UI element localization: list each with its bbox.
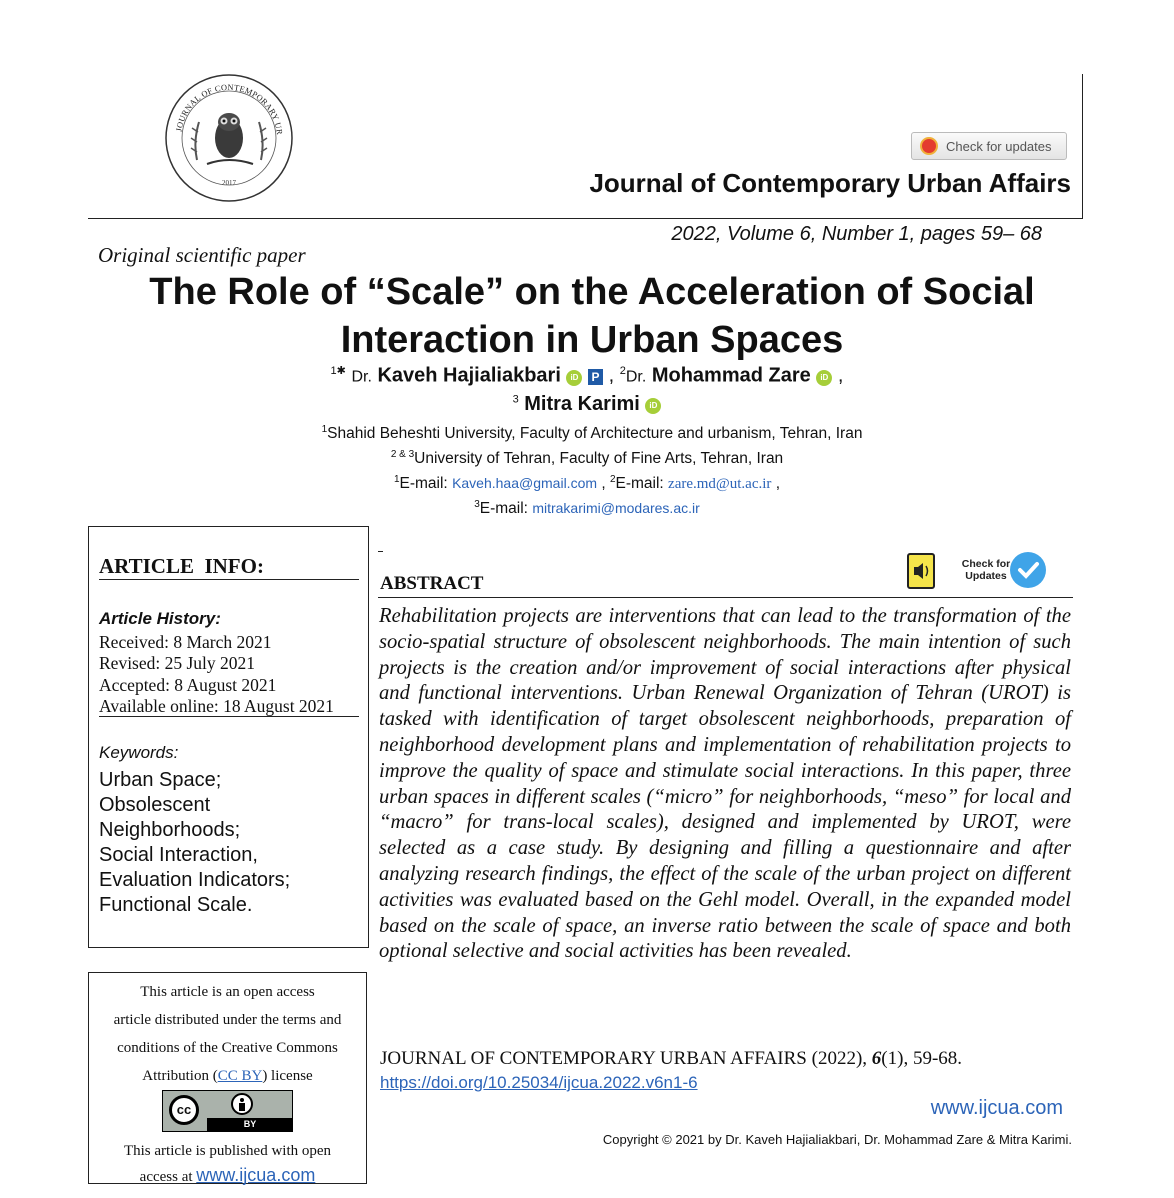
email-link[interactable]: zare.md@ut.ac.ir <box>668 475 772 492</box>
cc-icon: cc <box>169 1095 199 1125</box>
history-rule <box>99 716 359 717</box>
email-link[interactable]: Kaveh.haa@gmail.com <box>452 474 598 491</box>
by-label: BY <box>207 1118 293 1131</box>
journal-name: Journal of Contemporary Urban Affairs <box>589 168 1071 198</box>
logo-ring-text: JOURNAL OF CONTEMPORARY UR <box>174 82 284 136</box>
author-name: Kaveh Hajialiakbari <box>377 364 561 387</box>
crossmark-icon <box>920 137 938 155</box>
affiliations: $^1$Shahid Beheshti University, Faculty of Architecture and urbanism, Tehran, Iran $^{2 \& 3}$University of Tehran, Faculty of Fine Arts, Tehran, Iran $^1$E-mail: Kaveh.haa@gmail.com , $^2$E-mail: zare.md@ut.ac.ir , $^3$E-mail: mitrakarimi@modares.ac.ir <box>321 424 863 517</box>
website-link[interactable]: www.ijcua.com <box>930 1097 1063 1119</box>
abstract-top-rule <box>378 551 383 552</box>
checkmark-icon <box>1010 552 1046 588</box>
author-name: Mitra Karimi <box>524 393 640 415</box>
check-updates-button[interactable]: Check for updates <box>911 132 1067 160</box>
keyword: Social Interaction, <box>99 844 258 866</box>
keywords-heading: Keywords: <box>99 743 179 762</box>
title-line-1: The Role of “Scale” on the Acceleration of Social <box>149 271 1035 313</box>
article-info-box <box>88 526 369 948</box>
audio-icon[interactable] <box>907 553 935 589</box>
authors-line-1: $^{1✱}$ Dr. Kaveh Hajialiakbari iD P , $^2$Dr. Mohammad Zare iD , <box>330 364 844 387</box>
orcid-icon[interactable]: iD <box>566 370 582 386</box>
affiliation-1: Shahid Beheshti University, Faculty of Architecture and urbanism, Tehran, Iran <box>327 425 863 443</box>
article-info-heading: ARTICLE INFO: <box>99 554 264 578</box>
cc-by-link[interactable]: CC BY <box>217 1068 263 1084</box>
orcid-icon[interactable]: iD <box>645 398 661 414</box>
attribution-icon <box>231 1093 253 1115</box>
email-link[interactable]: mitrakarimi@modares.ac.ir <box>532 499 700 516</box>
logo-year: 2017 <box>222 179 236 187</box>
keyword: Functional Scale. <box>99 894 253 916</box>
doi-link[interactable]: https://doi.org/10.25034/ijcua.2022.v6n1-6 <box>380 1073 698 1092</box>
history-dates: Received: 8 March 2021 Revised: 25 July 2021 Accepted: 8 August 2021 Available online: 18 August 2021 <box>99 632 334 716</box>
title-line-2: Interaction in Urban Spaces <box>340 319 844 361</box>
header-rule-vertical <box>1082 74 1083 219</box>
keywords-list <box>99 768 290 918</box>
paper-type: Original scientific paper <box>98 243 306 267</box>
abstract-text: Rehabilitation projects are interventions that can lead to the transformation of the socio-spatial structure of obsolescent neighborhoods. The main intention of such projects is the creation and/or improvement of social interactions after physical and functional interventions. Urban Renewal Organization of Tehran (UROT) is tasked with identification of target obsolescent neighborhoods, preparation of neighborhood development plans and implementation of rehabilitation projects to improve the quality of space and stimulate social interactions. In this paper, three urban spaces in different scales (“micro” for neighborhoods, “meso” for local and “macro” for trans-local scales), designed and implemented by UROT, were selected as a case study. By designing and filling a questionnaire and after analyzing research findings, the effect of the scale of the urban project on different activities was evaluated based on the Gehl model. Overall, in the expanded model based on the scale of space, an inverse ratio between the scale of space and both optional selective and social activities has been revealed. <box>379 605 1071 963</box>
keyword: Evaluation Indicators; <box>99 869 291 891</box>
abstract-heading: ABSTRACT <box>380 573 484 594</box>
check-for-updates-badge[interactable]: Check for Updates <box>958 552 1050 590</box>
orcid-icon[interactable]: iD <box>816 370 832 386</box>
keyword: Neighborhoods; <box>99 819 241 841</box>
page-title <box>0 268 1174 364</box>
header-rule <box>88 218 1083 219</box>
abstract-rule <box>378 597 1073 598</box>
affiliation-2: University of Tehran, Faculty of Fine Arts, Tehran, Iran <box>414 450 784 468</box>
history-heading: Article History: <box>99 609 221 628</box>
issue-info: 2022, Volume 6, Number 1, pages 59– 68 <box>671 223 1042 245</box>
cc-by-badge[interactable] <box>162 1090 293 1132</box>
keyword: Urban Space; <box>99 769 222 791</box>
keyword: Obsolescent <box>99 794 211 816</box>
author-name: Mohammad Zare <box>651 364 811 387</box>
journal-logo <box>163 72 295 204</box>
license-box: This article is an open access article distributed under the terms and conditions of the Creative Commons Attribution (CC BY) license cc BY This article is published with open access at www.ijcua.com <box>88 972 367 1184</box>
publons-icon[interactable]: P <box>588 369 603 385</box>
authors-line-2: $^3$ Mitra Karimi iD <box>0 393 1174 416</box>
copyright: Copyright © 2021 by Dr. Kaveh Hajialiakbari, Dr. Mohammad Zare & Mitra Karimi. <box>602 1132 1072 1147</box>
journal-website-link[interactable]: www.ijcua.com <box>196 1165 316 1185</box>
article-info-rule <box>99 579 359 580</box>
citation: JOURNAL OF CONTEMPORARY URBAN AFFAIRS (2022), 6(1), 59-68. <box>380 1048 963 1069</box>
